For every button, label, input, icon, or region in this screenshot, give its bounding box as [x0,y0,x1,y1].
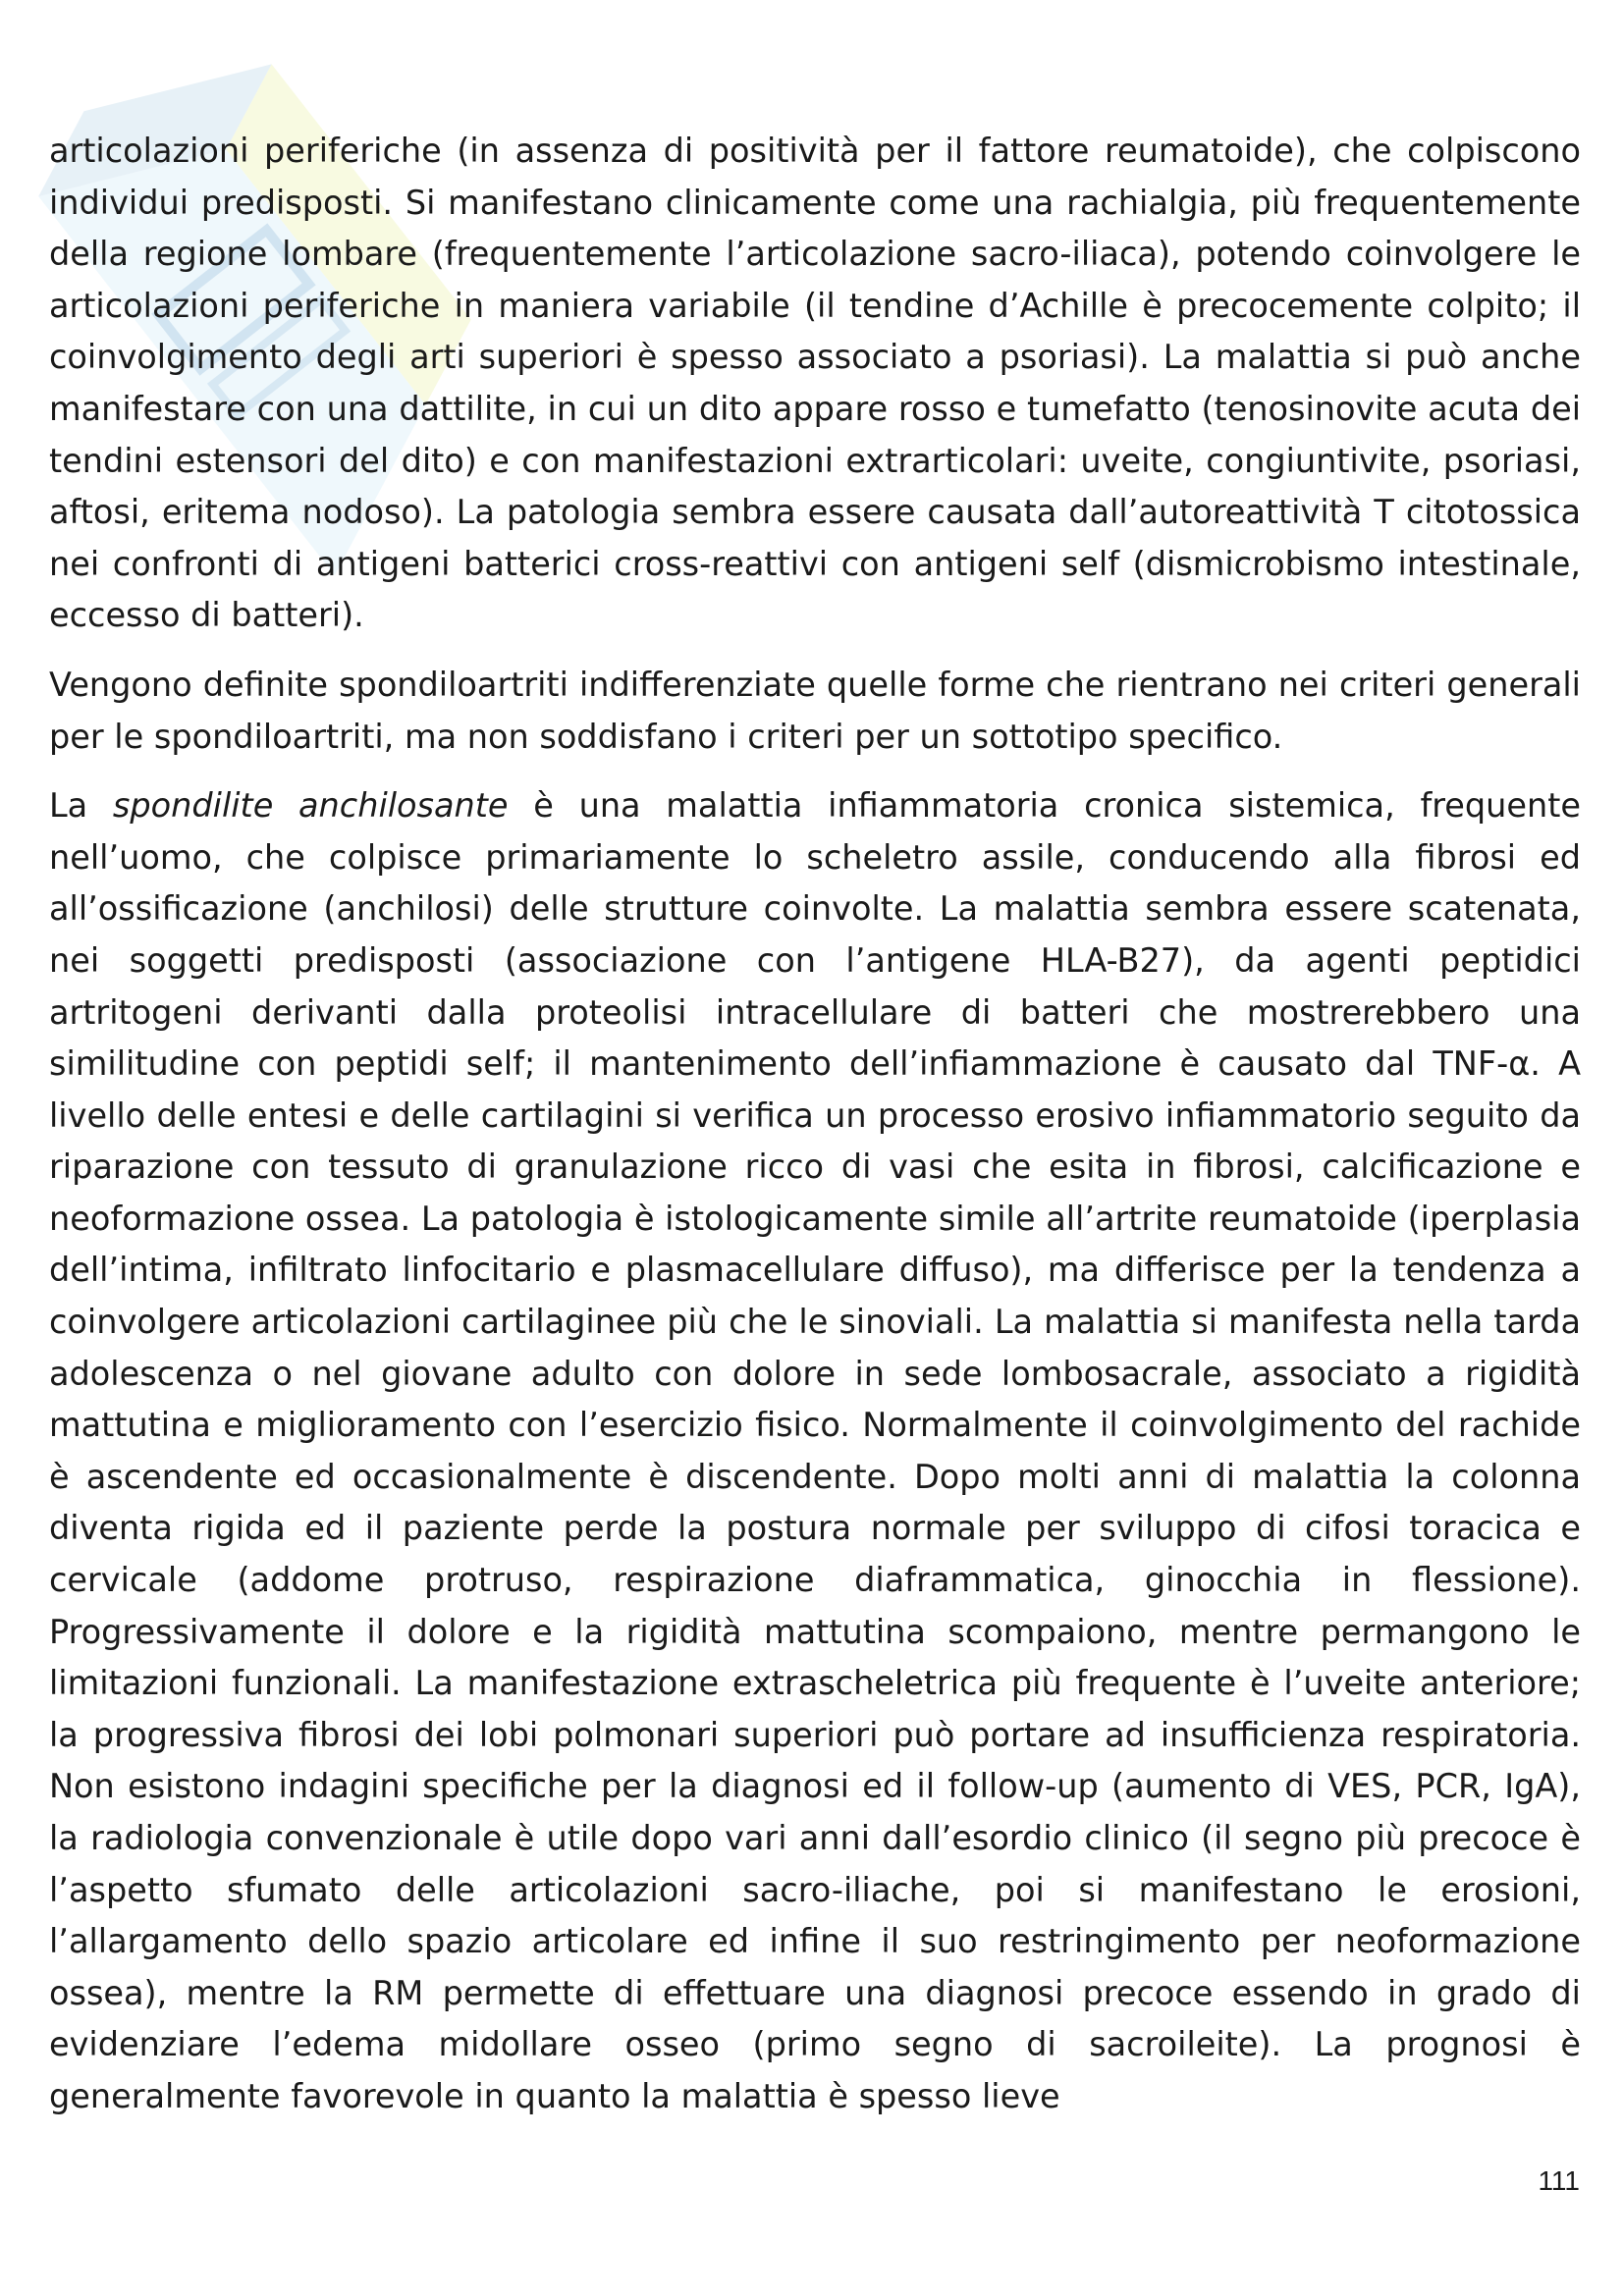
paragraph-spondiloartriti-enteropatiche [49,126,1581,642]
paragraph-spondiloartriti-indifferenziate [49,660,1581,763]
page-number: 111 [1538,2165,1580,2196]
paragraph-3-term: spondilite anchilosante [112,786,509,826]
document-body [49,126,1581,2141]
paragraph-spondilite-anchilosante [49,780,1581,2122]
paragraph-2-text: Vengono definite spondiloartriti indifferenziate quelle forme che rientrano nei criteri generali per le spondiloartriti, ma non soddisfano i criteri per un sottotipo specifico. [49,665,1581,756]
paragraph-1-text: articolazioni periferiche (in assenza di positività per il fattore reumatoide), che colpiscono individui predisposti. Si manifestano clinicamente come una rachialgia, più frequentemente della regione lombare (frequentemente l’articolazione sacro-iliaca), potendo coinvolgere le articolazioni periferiche in maniera variabile (il tendine d’Achille è precocemente colpito; il coinvolgimento degli arti superiori è spesso associato a psoriasi). La malattia si può anche manifestare con una dattilite, in cui un dito appare rosso e tumefatto (tenosinovite acuta dei tendini estensori del dito) e con manifestazioni extrarticolari: uveite, congiuntivite, psoriasi, aftosi, eritema nodoso). La patologia sembra essere causata dall’autoreattività T citotossica nei confronti di antigeni batterici cross-reattivi con antigeni self (dismicrobismo intestinale, eccesso di batteri). [49,132,1581,635]
paragraph-3-lead: La [49,786,113,826]
paragraph-3-text: è una malattia infiammatoria cronica sistemica, frequente nell’uomo, che colpisce primariamente lo scheletro assile, conducendo alla fibrosi ed all’ossificazione (anchilosi) delle strutture coinvolte. La malattia sembra essere scatenata, nei soggetti predisposti (associazione con l’antigene HLA-B27), da agenti peptidici artritogeni derivanti dalla proteolisi intracellulare di batteri che mostrerebbero una similitudine con peptidi self; il mantenimento dell’infiammazione è causato dal TNF-α. A livello delle entesi e delle cartilagini si verifica un processo erosivo infiammatorio seguito da riparazione con tessuto di granulazione ricco di vasi che esita in fibrosi, calcificazione e neoformazione ossea. La patologia è istologicamente simile all’artrite reumatoide (iperplasia dell’intima, infiltrato linfocitario e plasmacellulare diffuso), ma differisce per la tendenza a coinvolgere articolazioni cartilaginee più che le sinoviali. La malattia si manifesta nella tarda adolescenza o nel giovane adulto con dolore in sede lombosacrale, associato a rigidità mattutina e miglioramento con l’esercizio fisico. Normalmente il coinvolgimento del rachide è ascendente ed occasionalmente è discendente. Dopo molti anni di malattia la colonna diventa rigida ed il paziente perde la postura normale per sviluppo di cifosi toracica e cervicale (addome protruso, respirazione diaframmatica, ginocchia in flessione). Progressivamente il dolore e la rigidità mattutina scompaiono, mentre permangono le limitazioni funzionali. La manifestazione extrascheletrica più frequente è l’uveite anteriore; la progressiva fibrosi dei lobi polmonari superiori può portare ad insufficienza respiratoria. Non esistono indagini specifiche per la diagnosi ed il follow-up (aumento di VES, PCR, IgA), la radiologia convenzionale è utile dopo vari anni dall’esordio clinico (il segno più precoce è l’aspetto sfumato delle articolazioni sacro-iliache, poi si manifestano le erosioni, l’allargamento dello spazio articolare ed infine il suo restringimento per neoformazione ossea), mentre la RM permette di effettuare una diagnosi precoce essendo in grado di evidenziare l’edema midollare osseo (primo segno di sacroileite). La prognosi è generalmente favorevole in quanto la malattia è spesso lieve [49,786,1581,2115]
